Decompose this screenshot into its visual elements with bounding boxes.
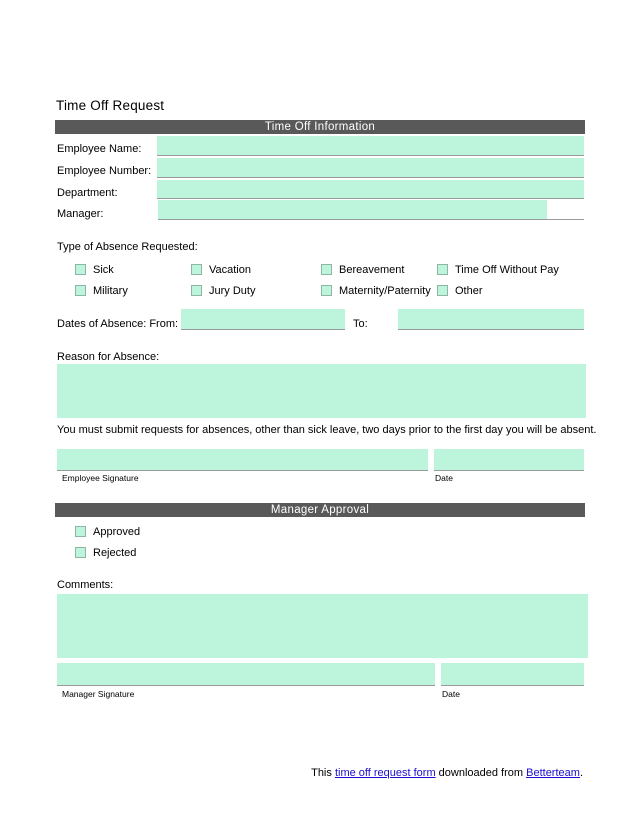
absence-type-time-off-without-pay: Time Off Without Pay (455, 264, 559, 276)
reason-field[interactable] (57, 364, 586, 418)
page-title: Time Off Request (56, 98, 165, 113)
checkbox-vacation[interactable] (191, 264, 202, 275)
employee-signature-date-label: Date (435, 473, 453, 483)
checkbox-jury-duty[interactable] (191, 285, 202, 296)
employee-name-label: Employee Name: (57, 143, 142, 155)
manager-field-underline (158, 200, 584, 220)
absence-type-bereavement: Bereavement (339, 264, 405, 276)
manager-label: Manager: (57, 208, 104, 220)
footer-suffix: . (579, 767, 583, 779)
reason-label: Reason for Absence: (57, 351, 160, 363)
footer-note (311, 767, 583, 779)
absence-type-maternity-paternity: Maternity/Paternity (339, 285, 431, 297)
employee-signature-date-field[interactable] (434, 449, 584, 471)
time-off-request-form-link[interactable]: time off request form (334, 767, 436, 779)
employee-number-label: Employee Number: (57, 165, 152, 177)
comments-field[interactable] (57, 594, 588, 658)
absence-type-jury-duty: Jury Duty (209, 285, 256, 297)
checkbox-maternity-paternity[interactable] (321, 285, 332, 296)
checkbox-time-off-without-pay[interactable] (437, 264, 448, 275)
manager-signature-date-field[interactable] (441, 663, 584, 686)
absence-type-military: Military (93, 285, 128, 297)
approval-option-approved: Approved (93, 526, 141, 538)
checkbox-other[interactable] (437, 285, 448, 296)
approval-option-rejected: Rejected (93, 547, 137, 559)
department-label: Department: (57, 187, 118, 199)
date-to-field[interactable] (398, 309, 584, 330)
checkbox-approved[interactable] (75, 526, 86, 537)
employee-signature-field[interactable] (57, 449, 428, 471)
checkbox-rejected[interactable] (75, 547, 86, 558)
manager-signature-label: Manager Signature (62, 689, 135, 699)
absence-type-other: Other (455, 285, 483, 297)
manager-signature-field[interactable] (57, 663, 435, 686)
footer-prefix: This (311, 767, 332, 779)
comments-label: Comments: (57, 579, 114, 591)
checkbox-military[interactable] (75, 285, 86, 296)
manager-signature-date-label: Date (442, 689, 460, 699)
absence-type-label: Type of Absence Requested: (57, 241, 198, 253)
employee-signature-label: Employee Signature (62, 473, 139, 483)
footer-middle: downloaded from (438, 767, 524, 779)
absence-type-vacation: Vacation (209, 264, 251, 276)
section-header-time-off-information: Time Off Information (55, 120, 585, 134)
dates-to-label: To: (353, 318, 368, 330)
checkbox-bereavement[interactable] (321, 264, 332, 275)
dates-from-label: Dates of Absence: From: (57, 318, 179, 330)
submission-notice: You must submit requests for absences, other than sick leave, two days prior to the first day you will be absent. (57, 424, 597, 436)
section-header-manager-approval: Manager Approval (55, 503, 585, 517)
betterteam-link[interactable]: Betterteam (526, 767, 580, 779)
date-from-field[interactable] (181, 309, 345, 330)
employee-name-field[interactable] (157, 136, 584, 156)
department-field[interactable] (157, 180, 584, 199)
checkbox-sick[interactable] (75, 264, 86, 275)
absence-type-sick: Sick (93, 264, 114, 276)
employee-number-field[interactable] (157, 158, 584, 178)
